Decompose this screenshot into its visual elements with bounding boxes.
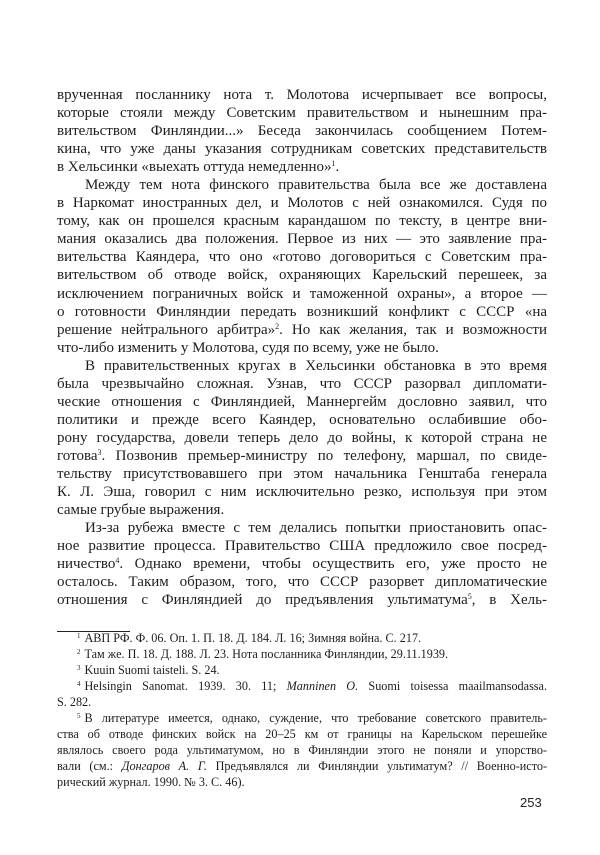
- text-line: [57, 483, 547, 501]
- footnote-line: [57, 630, 547, 646]
- text-line: [57, 375, 547, 393]
- footnote-ref: 2: [275, 321, 280, 331]
- text-run: тому, как он прошелся красным карандашом по тексту, в центре вни-: [57, 213, 547, 230]
- footnote-ref: 3: [97, 447, 102, 457]
- footnotes: [57, 630, 547, 790]
- text-run: осталось. Таким образом, того, что СССР разорвет дипломатические: [57, 574, 547, 591]
- text-run: Предъявлялся ли Финляндии ультиматум? // Военно-исто-: [206, 759, 548, 773]
- text-run: ничество: [57, 556, 116, 573]
- text-run: кина, что уже даны указания сотрудникам советских представительств: [57, 141, 547, 158]
- text-run: вительством Финляндии...» Беседа закончилась сообщением Потем-: [57, 123, 547, 140]
- text-line: [57, 248, 547, 266]
- text-run: ное развитие процесса. Правительство США предложило свое посред-: [57, 538, 547, 555]
- text-line: [57, 176, 547, 194]
- text-run: вали (см.:: [57, 759, 122, 773]
- text-line: [57, 266, 547, 284]
- text-line: [57, 285, 547, 303]
- text-run: была чрезвычайно сложная. Узнав, что СССР разорвал дипломати-: [57, 375, 547, 392]
- footnote-ref: 2: [77, 648, 81, 656]
- footnote-line: [57, 662, 547, 678]
- footnote-line: [57, 678, 547, 694]
- text-run: что-либо изменить у Молотова, судя по всему, уже не было.: [57, 339, 439, 356]
- text-run: . Но как желания, так и возможности: [279, 321, 547, 338]
- text-run: .: [335, 159, 340, 176]
- text-run: К. Л. Эша, говорил с ним исключительно резко, используя при этом: [57, 484, 547, 501]
- footnote-line: [57, 774, 547, 790]
- footnote-line: [57, 694, 547, 710]
- text-run: которые стояли между Советским правительством и нынешним пра-: [57, 105, 547, 122]
- text-line: [57, 303, 547, 321]
- text-run: В правительственных кругах в Хельсинки обстановка в это время: [85, 357, 547, 374]
- text-line: [57, 321, 547, 339]
- author-name: Донгаров А. Г.: [121, 759, 207, 773]
- text-line: [57, 573, 547, 591]
- text-line: [57, 519, 547, 537]
- text-run: Suomi toisessa maailmansodassa.: [358, 679, 548, 693]
- text-run: в Хельсинки «выехать оттуда немедленно»: [57, 159, 332, 176]
- text-run: являлось своего рода ультиматумом, но в Финляндии этого не поняли и упорство-: [57, 743, 547, 757]
- text-run: . Однако времени, чтобы осуществить его, уже просто не: [119, 556, 547, 573]
- footnote-line: [57, 710, 547, 726]
- text-line: [57, 104, 547, 122]
- main-text: [57, 86, 547, 609]
- text-run: ческие отношения с Финляндией, Маннергейм дословно заявил, что: [57, 393, 547, 410]
- text-line: [57, 537, 547, 555]
- footnote-line: [57, 726, 547, 742]
- text-line: [57, 339, 547, 357]
- footnote-ref: 1: [77, 632, 81, 640]
- text-line: [57, 465, 547, 483]
- text-line: [57, 555, 547, 573]
- text-run: ства об отводе финских войск на 20–25 км от границы на Карельском перешейке: [57, 727, 547, 741]
- footnote-line: [57, 646, 547, 662]
- text-run: Helsingin Sanomat. 1939. 30. 11;: [84, 679, 287, 693]
- text-line: [57, 357, 547, 375]
- text-run: тельству присутствовавшего при этом начальника Генштаба генерала: [57, 465, 547, 482]
- text-run: Из-за рубежа вместе с тем делались попытки приостановить опас-: [85, 520, 547, 537]
- author-name: Manninen O.: [286, 679, 359, 693]
- text-run: Там же. П. 18. Д. 188. Л. 23. Нота посланника Финляндии, 29.11.1939.: [84, 647, 449, 661]
- text-run: политики и прежде всего Каяндер, основательно ослабившие обо-: [57, 411, 547, 428]
- text-run: в Наркомат иностранных дел, и Молотов с ней ознакомился. Судя по: [57, 195, 547, 212]
- text-line: [57, 194, 547, 212]
- text-line: [57, 212, 547, 230]
- text-line: [57, 86, 547, 104]
- text-run: Между тем нота финского правительства была все же доставлена: [85, 177, 547, 194]
- text-line: [57, 393, 547, 411]
- footnote-ref: 3: [77, 664, 81, 672]
- text-run: готова: [57, 447, 98, 464]
- text-run: вительства Каяндера, что оно «готово договориться с Советским пра-: [57, 249, 547, 266]
- footnote-ref: 4: [115, 556, 120, 566]
- text-run: самые грубые выражения.: [57, 502, 225, 519]
- text-line: [57, 158, 547, 176]
- text-line: [57, 230, 547, 248]
- text-run: Kuuin Suomi taisteli. S. 24.: [84, 663, 220, 677]
- footnote-ref: 4: [77, 680, 81, 688]
- text-run: исключением пограничных войск и таможенной охраны», а второе —: [57, 285, 547, 302]
- text-line: [57, 122, 547, 140]
- text-line: [57, 140, 547, 158]
- text-line: [57, 429, 547, 447]
- text-line: [57, 591, 547, 609]
- text-run: . Позвонив премьер-министру по телефону, маршал, по свиде-: [101, 447, 547, 464]
- text-run: рону государства, довели теперь дело до войны, к которой страна не: [57, 429, 547, 446]
- text-run: вительством об отводе войск, охраняющих Карельский перешеек, за: [57, 267, 547, 284]
- text-line: [57, 501, 547, 519]
- footnote-line: [57, 742, 547, 758]
- footnote-ref: 5: [467, 592, 472, 602]
- footnote-line: [57, 758, 547, 774]
- text-run: врученная посланнику нота т. Молотова исчерпывает все вопросы,: [57, 87, 547, 103]
- text-run: решение нейтрального арбитра»: [57, 321, 276, 338]
- text-run: , в Хель-: [471, 592, 547, 609]
- text-run: рический журнал. 1990. № 3. С. 46).: [57, 775, 245, 789]
- text-line: [57, 447, 547, 465]
- footnote-ref: 5: [77, 712, 81, 720]
- text-run: мания оказались два положения. Первое из них — это заявление пра-: [57, 231, 547, 248]
- text-run: о готовности Финляндии передать возникший конфликт с СССР «на: [57, 303, 547, 320]
- page-number: 253: [520, 795, 542, 810]
- text-run: отношения с Финляндией до предъявления ультиматума: [57, 592, 468, 609]
- footnote-ref: 1: [331, 159, 336, 169]
- text-line: [57, 411, 547, 429]
- text-run: В литературе имеется, однако, суждение, что требование советского правитель-: [84, 711, 547, 725]
- text-run: S. 282.: [57, 695, 92, 709]
- text-run: АВП РФ. Ф. 06. Оп. 1. П. 18. Д. 184. Л. 16; Зимняя война. С. 217.: [84, 631, 422, 645]
